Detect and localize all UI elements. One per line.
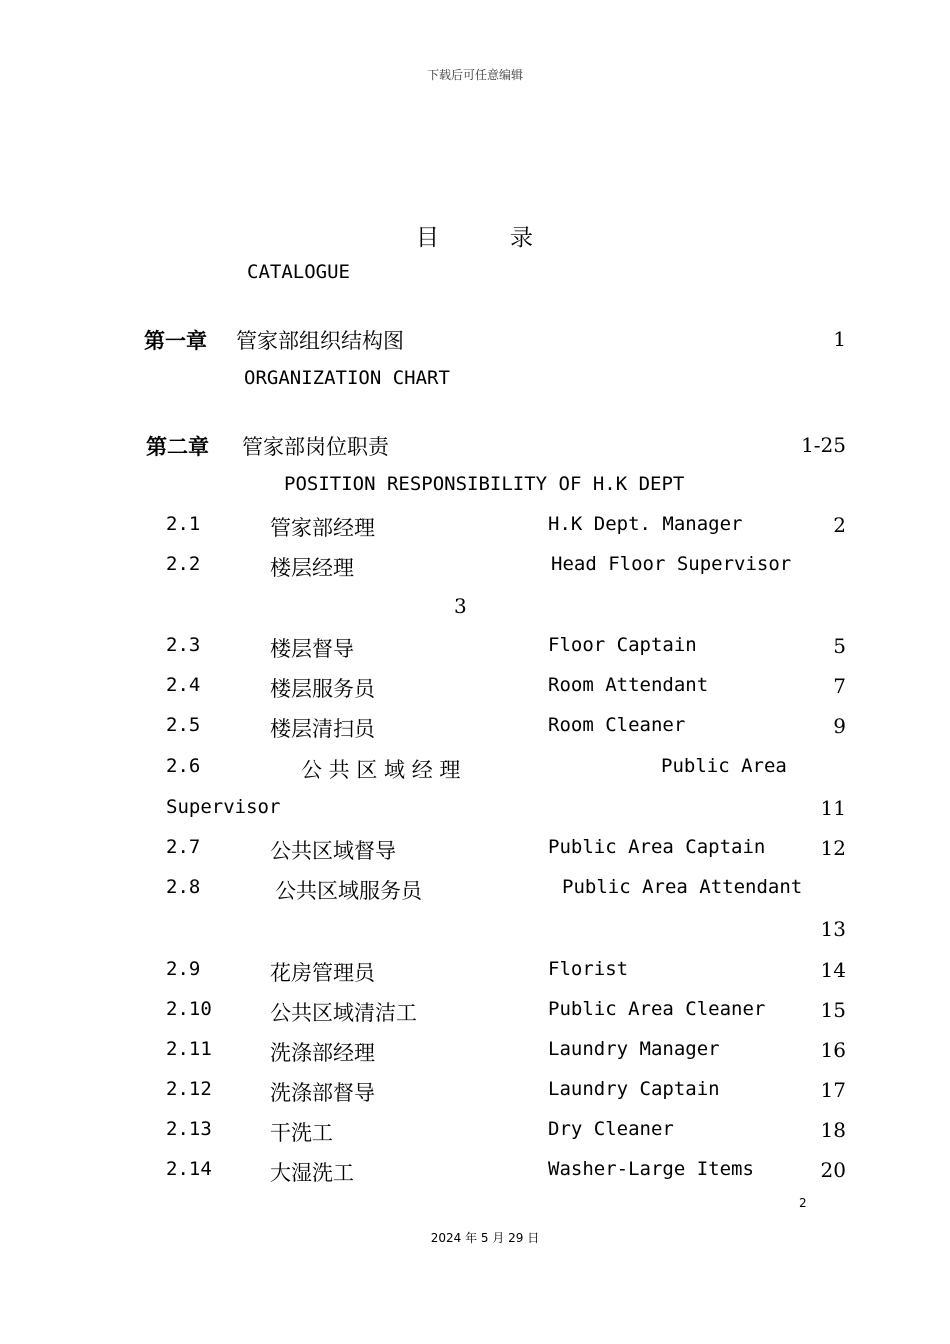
chapter2-title-cn: 管家部岗位职责	[242, 435, 389, 459]
entry-number: 2.9	[166, 958, 201, 980]
entry-number: 2.8	[166, 876, 201, 898]
entry-title-en: Washer-Large Items	[548, 1158, 754, 1180]
chapter2-page: 1-25	[801, 433, 846, 457]
entry-page: 17	[820, 1078, 846, 1102]
entry-page: 14	[820, 958, 846, 982]
entry-number: 2.4	[166, 674, 201, 696]
entry-title-cn: 大湿洗工	[270, 1161, 354, 1185]
chapter1-title-en: ORGANIZATION CHART	[244, 367, 450, 389]
entry-title-cn: 楼层服务员	[270, 677, 375, 701]
entry-number: 2.11	[166, 1038, 212, 1060]
entry-title-cn: 干洗工	[270, 1121, 333, 1145]
entry-title-en: Public Area Cleaner	[548, 998, 766, 1020]
page-number: 2	[799, 1196, 807, 1210]
entry-number: 2.2	[166, 553, 201, 575]
entry-title-en: Floor Captain	[548, 634, 697, 656]
entry-title-en: Laundry Captain	[548, 1078, 720, 1100]
entry-title-cn: 洗涤部督导	[270, 1081, 375, 1105]
chapter2-title-en: POSITION RESPONSIBILITY OF H.K DEPT	[284, 473, 685, 495]
entry-number: 2.3	[166, 634, 201, 656]
entry-title-en: Laundry Manager	[548, 1038, 720, 1060]
entry-page: 16	[820, 1038, 846, 1062]
entry-title-en: Room Cleaner	[548, 714, 686, 736]
entry-page: 18	[820, 1118, 846, 1142]
entry-number: 2.12	[166, 1078, 212, 1100]
entry-title-cn: 公共区域督导	[270, 839, 396, 863]
entry-page: 7	[833, 674, 846, 698]
entry-page: 15	[820, 998, 846, 1022]
entry-title-en-continued: Supervisor	[166, 796, 281, 818]
page-footer-date: 2024 年 5 月 29 日	[430, 1231, 540, 1245]
entry-number: 2.7	[166, 836, 201, 858]
entry-page: 13	[820, 917, 846, 941]
entry-page: 12	[820, 836, 846, 860]
entry-page: 5	[833, 634, 846, 658]
entry-title-en: H.K Dept. Manager	[548, 513, 743, 535]
entry-title-cn: 楼层经理	[270, 556, 354, 580]
entry-title-en: Room Attendant	[548, 674, 709, 696]
entry-page: 9	[833, 714, 846, 738]
entry-title-cn: 管家部经理	[270, 516, 375, 540]
entry-title-en: Public Area Captain	[548, 836, 766, 858]
entry-title-en: Head Floor Supervisor	[551, 553, 792, 575]
entry-page: 2	[833, 513, 846, 537]
entry-page: 20	[820, 1158, 846, 1182]
chapter1-title-cn: 管家部组织结构图	[236, 329, 404, 353]
title-en: CATALOGUE	[247, 261, 350, 283]
entry-title-cn: 公 共 区 域 经 理	[301, 758, 461, 782]
entry-number: 2.10	[166, 998, 212, 1020]
entry-number: 2.14	[166, 1158, 212, 1180]
chapter1-label: 第一章	[144, 329, 207, 353]
entry-title-en: Public Area	[661, 755, 787, 777]
entry-title-en: Dry Cleaner	[548, 1118, 674, 1140]
entry-title-en: Florist	[548, 958, 629, 980]
entry-title-cn: 公共区域服务员	[275, 879, 422, 903]
chapter1-page: 1	[833, 327, 846, 351]
entry-number: 2.6	[166, 755, 201, 777]
entry-page: 11	[820, 796, 846, 820]
entry-number: 2.13	[166, 1118, 212, 1140]
entry-title-cn: 楼层督导	[270, 637, 354, 661]
chapter2-label: 第二章	[146, 435, 209, 459]
entry-page: 3	[454, 594, 467, 618]
entry-number: 2.1	[166, 513, 201, 535]
entry-title-cn: 花房管理员	[270, 961, 375, 985]
entry-title-en: Public Area Attendant	[562, 876, 803, 898]
entry-title-cn: 公共区域清洁工	[270, 1001, 417, 1025]
title-cn-right: 录	[510, 225, 533, 251]
page-header: 下载后可任意编辑	[426, 68, 523, 82]
entry-number: 2.5	[166, 714, 201, 736]
entry-title-cn: 楼层清扫员	[270, 717, 375, 741]
entry-title-cn: 洗涤部经理	[270, 1041, 375, 1065]
title-cn-left: 目	[416, 225, 439, 251]
